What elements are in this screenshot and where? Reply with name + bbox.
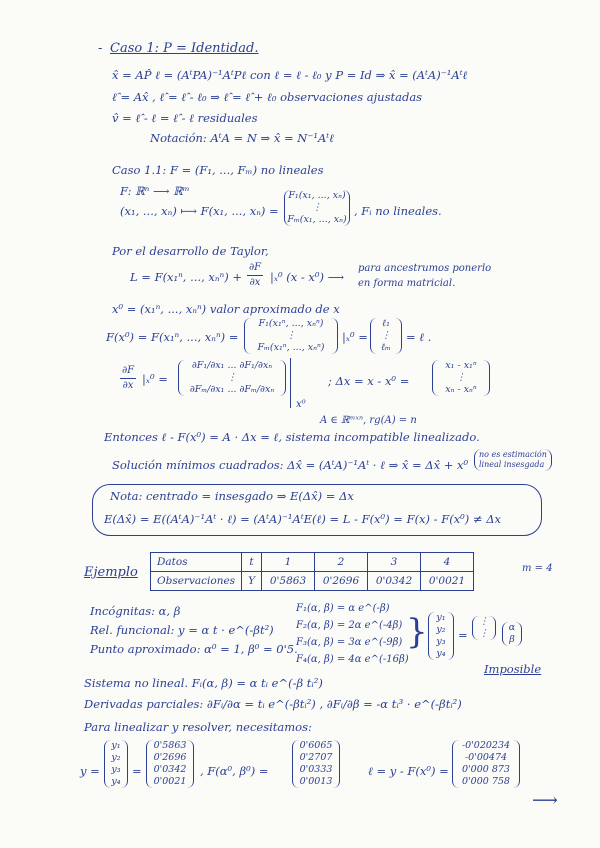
partial-derivatives: Derivadas parciales: ∂Fᵢ/∂α = tᵢ e^(-βtᵢ²) , ∂Fᵢ/∂β = -α tᵢ³ · e^(-βtᵢ²) bbox=[84, 697, 462, 711]
sys-eq-2: F₂(α, β) = 2α e^(-4β) bbox=[296, 620, 403, 631]
next-page-arrow-icon: ⟶ bbox=[532, 790, 558, 811]
taylor-heading: Por el desarrollo de Taylor, bbox=[112, 244, 269, 258]
sys-eq-1: F₁(α, β) = α e^(-β) bbox=[296, 603, 390, 614]
note-line-2: E(Δx̂) = E((AᵗA)⁻¹Aᵗ · ℓ) = (AᵗA)⁻¹AᵗE(ℓ) = L - F(x⁰) = F(x) - F(x⁰) ≠ Δx bbox=[104, 512, 502, 526]
impossible-label: Imposible bbox=[484, 662, 542, 676]
map-line-2: (x₁, ..., xₙ) ⟼ F(x₁, ..., xₙ) = bbox=[120, 204, 279, 218]
sys-eq-4: F₄(α, β) = 4α e^(-16β) bbox=[296, 654, 409, 665]
fx0-eval: |ₓ⁰ = bbox=[342, 330, 368, 344]
table-row bbox=[151, 553, 474, 572]
nonlinear-system: Sistema no lineal. Fᵢ(α, β) = α tᵢ e^(-β tᵢ²) bbox=[84, 676, 323, 690]
delta-x-line: ; Δx = x - x⁰ = bbox=[328, 374, 410, 388]
brace-icon: } bbox=[406, 612, 428, 652]
y-def: y = bbox=[80, 764, 100, 778]
table-cell: t bbox=[242, 553, 262, 572]
jacobian-eval: |ₓ⁰ = bbox=[142, 372, 168, 386]
eq-sign: = bbox=[458, 628, 468, 642]
notation-line: Notación: AᵗA = N ⇒ x̂ = N⁻¹Aᵗℓ bbox=[150, 131, 334, 145]
y-eq: = bbox=[132, 764, 142, 778]
table-row bbox=[151, 572, 474, 591]
table-cell: Datos bbox=[151, 553, 242, 572]
taylor-formula-end: |ₓ⁰ (x - x⁰) ⟶ bbox=[270, 270, 345, 284]
note-line-1: Nota: centrado = insesgado ⇒ E(Δx̂) = Δx bbox=[110, 489, 354, 503]
param-vector: α β bbox=[502, 622, 522, 646]
formula-line-1: x̂ = AP̂ ℓ = (AᵗPA)⁻¹AᵗPℓ con ℓ = ℓ - ℓ₀ y P = Id ⇒ x̂ = (AᵗA)⁻¹Aᵗℓ bbox=[112, 68, 468, 82]
y-vector: y₁ y₂ y₃ y₄ bbox=[428, 612, 454, 660]
m-count: m = 4 bbox=[522, 563, 553, 574]
unknowns-line: Incógnitas: α, β bbox=[90, 604, 181, 618]
approx-point: Punto aproximado: α⁰ = 1, β⁰ = 0'5. bbox=[90, 642, 298, 656]
data-table bbox=[150, 552, 474, 591]
y-vector-2: y₁ y₂ y₃ y₄ bbox=[104, 740, 128, 788]
l-def-label: ℓ = y - F(x⁰) = bbox=[368, 764, 449, 778]
l-vector: ℓ₁ ⋮ ℓₘ bbox=[370, 318, 402, 354]
formula-line-3: v̂ = ℓ̂ - ℓ = ℓ̂ - ℓ residuales bbox=[112, 111, 258, 125]
jacobian-point: x⁰ bbox=[296, 399, 306, 410]
least-squares-line: Solución mínimos cuadrados: Δx̂ = (AᵗA)⁻¹Aᵗ · ℓ ⇒ x̂ = Δx̂ + x⁰ bbox=[112, 458, 469, 472]
taylor-note-1: para ancestrumos ponerlo bbox=[358, 263, 492, 274]
table-cell: 0'0021 bbox=[421, 572, 474, 591]
l-values: -0'020234 -0'00474 0'000 873 0'000 758 bbox=[452, 740, 520, 788]
fx0-vector: F₁(x₁ⁿ, ..., xₙⁿ) ⋮ Fₘ(x₁ⁿ, ..., xₙⁿ) bbox=[244, 318, 338, 354]
approx-value-line: x⁰ = (x₁ⁿ, ..., xₙⁿ) valor aproximado de x bbox=[112, 302, 340, 316]
formula-line-2: ℓ̂ = Ax̂ , ℓ̂ = ℓ̂ - ℓ₀ ⇒ ℓ̂ = ℓ̂ + ℓ₀ observaciones ajustadas bbox=[112, 90, 423, 104]
section-title: Caso 1: P = Identidad. bbox=[110, 41, 259, 56]
f-approx-label: , F(α⁰, β⁰) = bbox=[200, 764, 269, 778]
fx0-line-start: F(x⁰) = F(x₁ⁿ, ..., xₙⁿ) = bbox=[106, 330, 239, 344]
table-cell: 3 bbox=[368, 553, 421, 572]
table-cell: Observaciones bbox=[151, 572, 242, 591]
table-cell: 0'2696 bbox=[315, 572, 368, 591]
table-cell: 0'0342 bbox=[368, 572, 421, 591]
coef-matrix: ⋮ ⋮ bbox=[472, 616, 496, 640]
functional-relation: Rel. funcional: y = α t · e^(-βt²) bbox=[90, 623, 274, 637]
example-label: Ejemplo bbox=[84, 565, 138, 580]
table-cell: 2 bbox=[315, 553, 368, 572]
y-values: 0'5863 0'2696 0'0342 0'0021 bbox=[146, 740, 194, 788]
table-cell: Y bbox=[242, 572, 262, 591]
table-cell: 1 bbox=[262, 553, 315, 572]
taylor-note-2: en forma matricial. bbox=[358, 278, 456, 289]
jacobian-matrix: ∂F₁/∂x₁ ... ∂F₁/∂xₙ ⋮ ∂Fₘ/∂x₁ ... ∂Fₘ/∂xₙ bbox=[178, 360, 286, 396]
case-heading: Caso 1.1: F = (F₁, ..., Fₘ) no lineales bbox=[112, 163, 324, 177]
nonlinear-note: , Fᵢ no lineales. bbox=[354, 204, 442, 218]
bullet: - bbox=[98, 41, 103, 56]
sys-eq-3: F₃(α, β) = 3α e^(-9β) bbox=[296, 637, 403, 648]
linearize-heading: Para linealizar y resolver, necesitamos: bbox=[84, 720, 312, 734]
taylor-formula-start: L = F(x₁ⁿ, ..., xₙⁿ) + bbox=[130, 270, 242, 284]
linearized-system: Entonces ℓ - F(x⁰) = A · Δx = ℓ, sistema incompatible linealizado. bbox=[104, 430, 480, 444]
function-vector: F₁(x₁, ..., xₙ) ⋮ Fₘ(x₁, ..., xₙ) bbox=[284, 190, 350, 226]
eval-bar bbox=[290, 358, 291, 408]
table-cell: 0'5863 bbox=[262, 572, 315, 591]
table-cell: 4 bbox=[421, 553, 474, 572]
delta-x-vector: x₁ - x₁ⁿ ⋮ xₙ - xₙⁿ bbox=[432, 360, 490, 396]
f-approx-values: 0'6065 0'2707 0'0333 0'0013 bbox=[292, 740, 340, 788]
jacobian-derivative: ∂F ∂x bbox=[122, 365, 135, 391]
estimation-note: no es estimación lineal insesgada bbox=[474, 449, 552, 471]
rank-note: A ∈ ℝᵐˣⁿ, rg(A) = n bbox=[320, 415, 417, 426]
l-equals: = ℓ . bbox=[406, 330, 432, 344]
taylor-derivative: ∂F ∂x bbox=[249, 262, 262, 288]
map-line-1: F: ℝⁿ ⟶ ℝᵐ bbox=[120, 184, 190, 198]
